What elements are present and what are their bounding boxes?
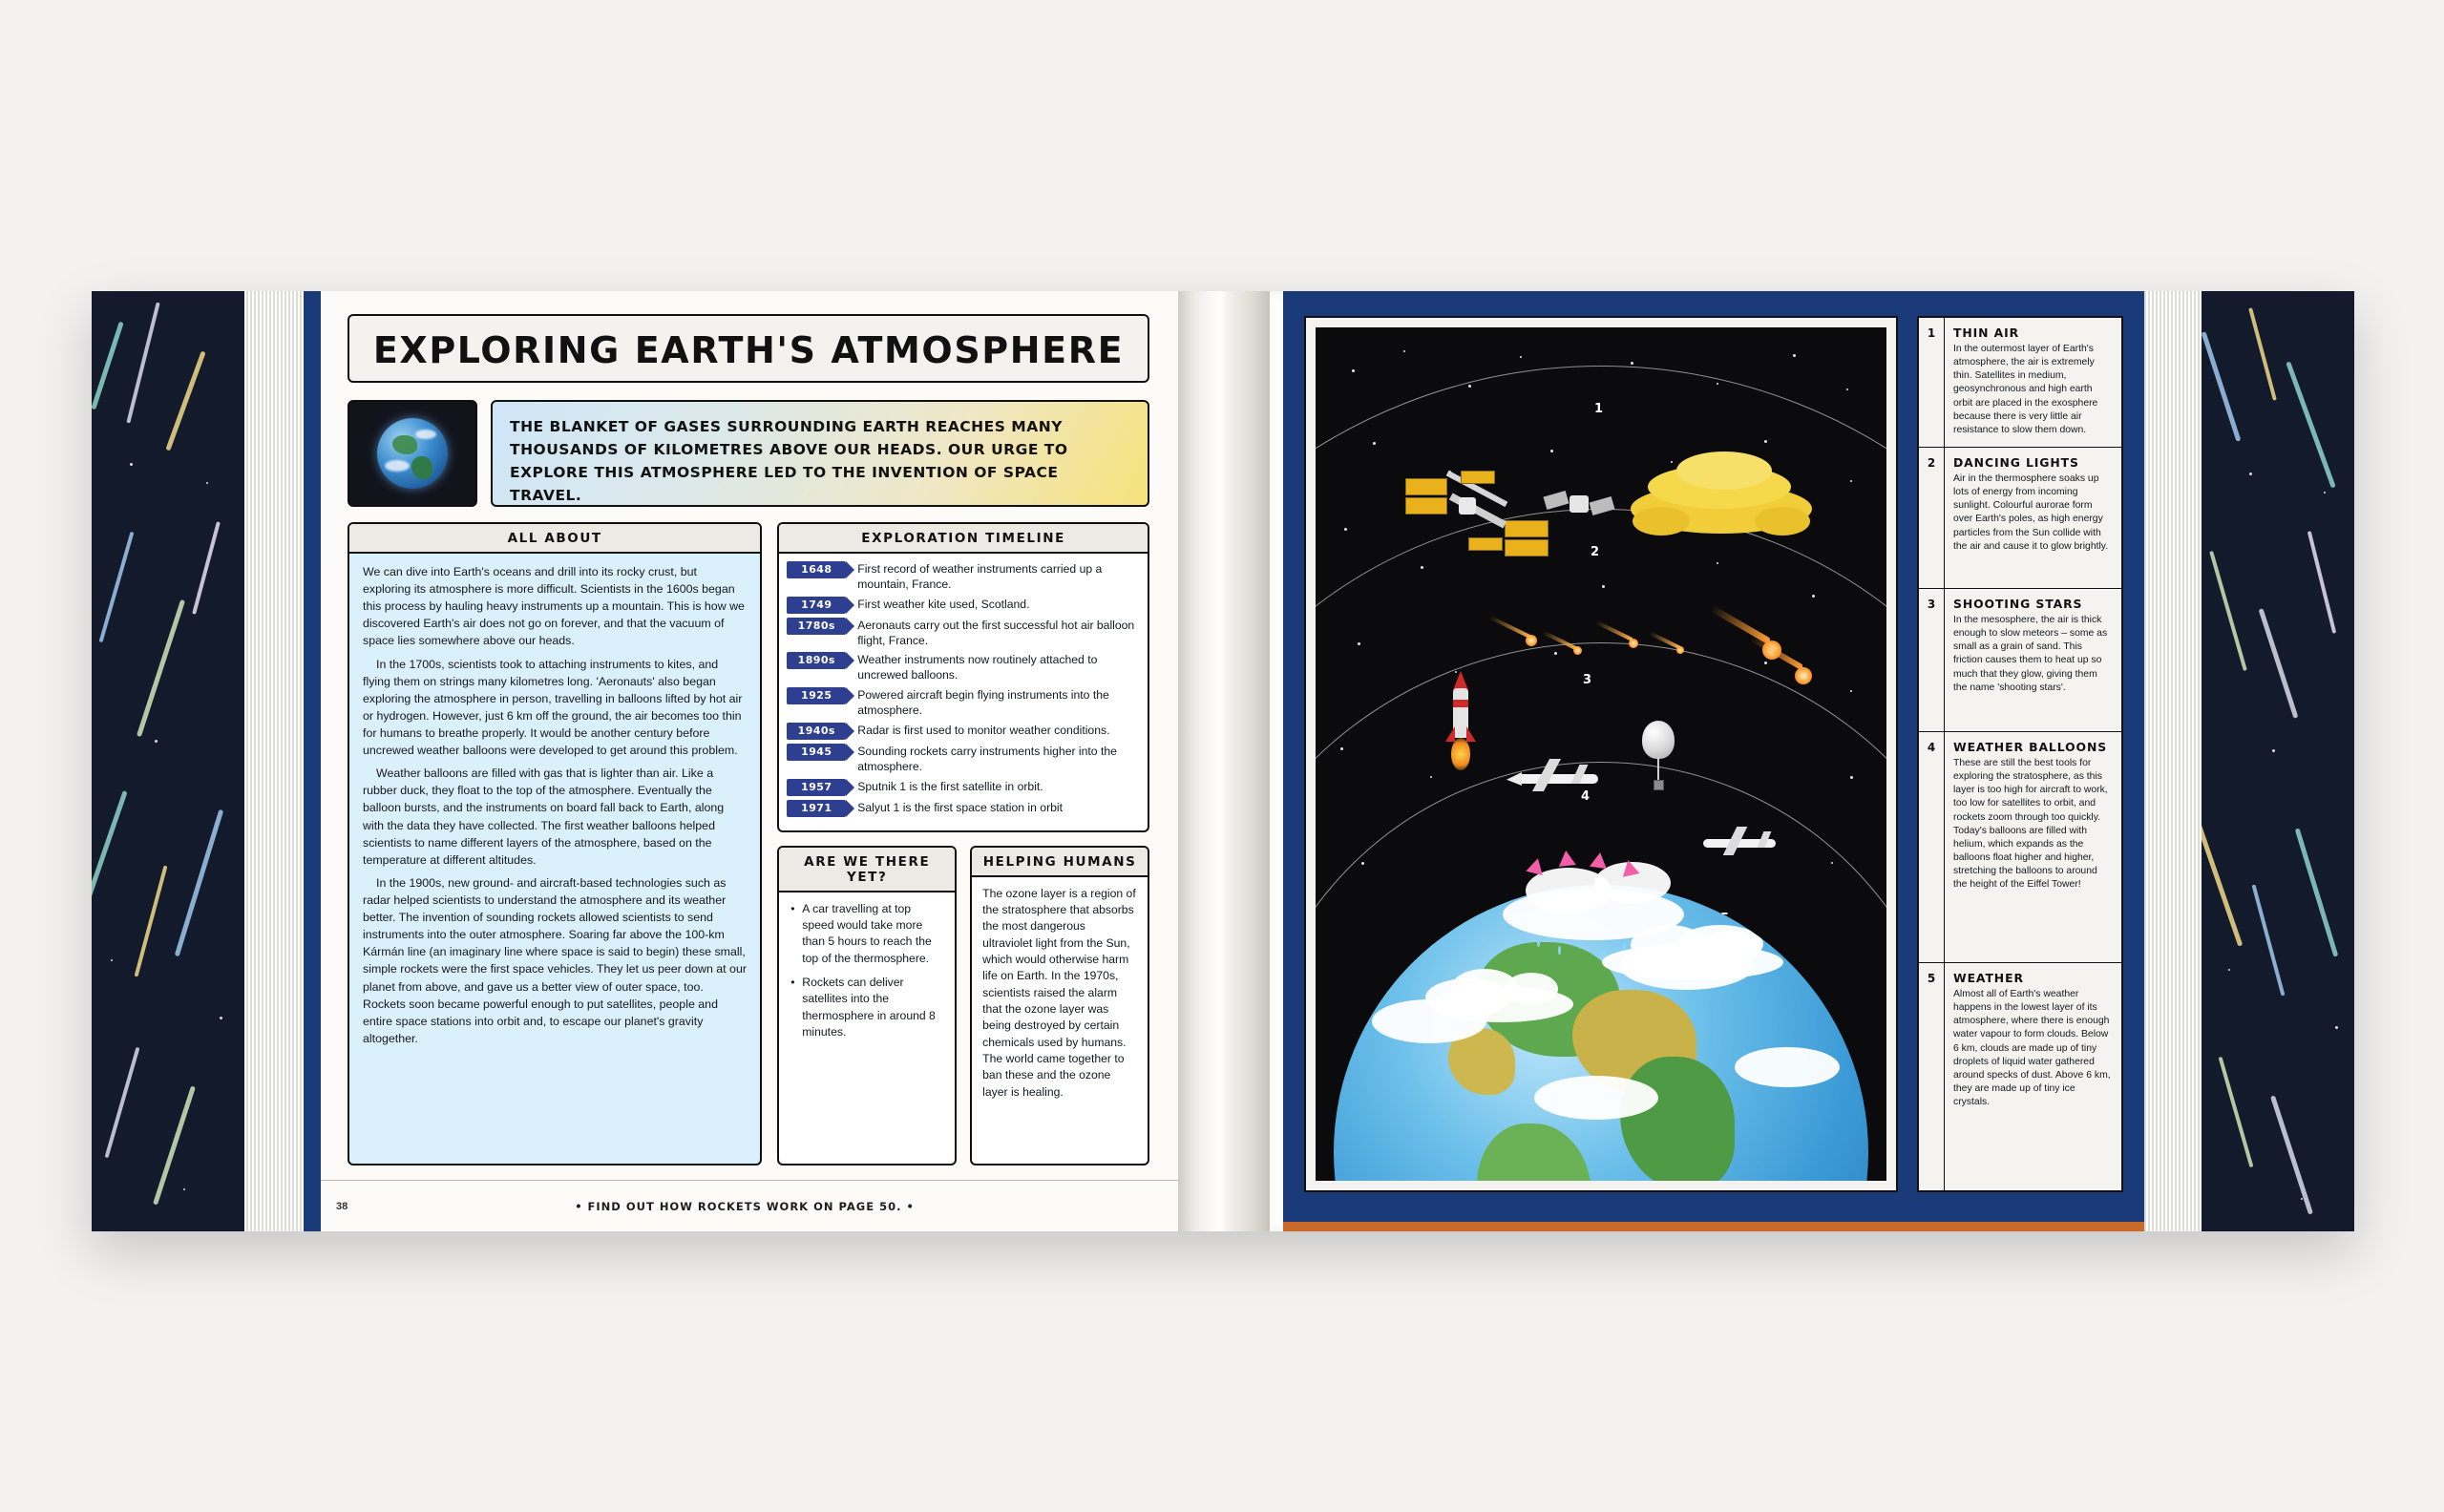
helping-humans-body [972, 877, 1148, 1109]
weather-balloon-icon [1640, 721, 1678, 793]
timeline-heading: EXPLORATION TIMELINE [779, 524, 1148, 554]
timeline-text: Salyut 1 is the first space station in orbit [857, 800, 1064, 814]
are-we-there-yet-panel [777, 846, 957, 1166]
layer-number-2: 2 [1591, 545, 1600, 559]
timeline-year: 1971 [787, 800, 846, 817]
key-row [1919, 732, 2121, 963]
all-about-heading: ALL ABOUT [349, 524, 760, 554]
helping-humans-panel [970, 846, 1149, 1166]
key-row [1919, 448, 2121, 589]
open-book [92, 291, 2354, 1231]
helping-humans-heading: HELPING HUMANS [972, 848, 1148, 877]
layer-number-1: 1 [1594, 402, 1604, 416]
layer-number-3: 3 [1583, 673, 1592, 687]
key-row [1919, 318, 2121, 448]
intro-banner [491, 400, 1149, 507]
all-about-panel [348, 522, 762, 1166]
key-row [1919, 589, 2121, 732]
timeline-year: 1648 [787, 561, 846, 578]
intro-row [348, 400, 1149, 507]
key-number: 4 [1919, 732, 1945, 962]
list-item: • Rockets can deliver satellites into the thermosphere in around 8 minutes. [802, 975, 944, 1040]
timeline-year: 1940s [787, 723, 846, 740]
right-page-edges [2142, 291, 2202, 1231]
page-number: 38 [336, 1200, 348, 1212]
airplane-icon [1697, 824, 1789, 862]
atmosphere-key-list [1917, 316, 2123, 1192]
timeline-panel [777, 522, 1149, 832]
are-we-there-yet-heading: ARE WE THERE YET? [779, 848, 955, 892]
bottom-panels [777, 846, 1149, 1166]
intro-text: THE BLANKET OF GASES SURROUNDING EARTH REACHES MANY THOUSANDS OF KILOMETRES ABOVE OUR HEADS. OUR URGE TO EXPLORE THIS ATMOSPHERE LED TO THE INVENTION OF SPACE TRAVEL. [510, 418, 1068, 505]
key-row [1919, 963, 2121, 1190]
content-panels [348, 522, 1149, 1166]
timeline-rows [779, 554, 1148, 830]
all-about-paragraph: Weather balloons are filled with gas that is lighter than air. Like a rubber duck, they float to the top of the atmosphere. Eventually the balloon bursts, and the instruments on board fall back to Earth, along with the data they have collected. The first weather balloons helped scientists to name different layers of the atmosphere, based on the temperature at different altitudes. [363, 766, 725, 867]
timeline-row [787, 779, 1138, 796]
timeline-row [787, 652, 1138, 683]
right-page [1224, 291, 2354, 1231]
timeline-text: Sputnik 1 is the first satellite in orbit. [857, 779, 1043, 793]
key-number: 1 [1919, 318, 1945, 447]
left-page [92, 291, 1224, 1231]
key-title: THIN AIR [1953, 326, 2020, 340]
left-page-blue-border [304, 291, 321, 1231]
timeline-year: 1749 [787, 597, 846, 614]
earth-icon [377, 418, 448, 489]
right-endpaper-starfield [2202, 291, 2354, 1231]
timeline-row [787, 744, 1138, 775]
key-title: WEATHER [1953, 971, 2024, 985]
timeline-row [787, 800, 1138, 817]
timeline-row [787, 723, 1138, 740]
timeline-row [787, 618, 1138, 649]
key-text: These are still the best tools for exploring the stratosphere, as this layer is too high for aircraft to work, too low for satellites to orbit, and rockets zoom through too quickly. Today's balloons are filled with helium, which expands as the balloons float higher and higher, stretching the balloons to around the height of the Eiffel Tower! [1953, 758, 2108, 891]
are-we-there-yet-body [779, 892, 955, 1058]
page-title-band [348, 314, 1149, 383]
cloud-graphic [1602, 925, 1783, 980]
timeline-text: First record of weather instruments carried up a mountain, France. [857, 562, 1103, 591]
all-about-column [348, 522, 762, 1166]
all-about-paragraph: In the 1900s, new ground- and aircraft-based technologies such as radar helped scientists to understand the atmosphere and its weather better. The invention of sounding rockets allowed scientists to send instruments into the outer atmosphere. Soaring far above the 100-km Kármán line (an imaginary line where space is said to begin) these small, simple rockets were the first space vehicles. They let us peer down at our planet from above, and gave us a better view of outer space, too. Rockets soon became powerful enough to put satellites, people and entire space stations into orbit and, to escape our planet's gravity altogether. [363, 875, 747, 1045]
key-text: In the mesosphere, the air is thick enough to slow meteors – some as small as a grain of sand. This friction causes them to heat up so much that they glow, giving them the name 'shooting stars'. [1953, 615, 2108, 693]
space-station-icon [1405, 472, 1549, 560]
aurora-graphic [1631, 452, 1812, 537]
timeline-text: Aeronauts carry out the first successful hot air balloon flight, France. [857, 618, 1135, 647]
key-number: 3 [1919, 589, 1945, 731]
key-text: In the outermost layer of Earth's atmosphere, the air is extremely thin. Satellites in medium, geosynchronous and high earth orbit are placed in the exosphere because there is very little air resistance to slow them down. [1953, 344, 2098, 435]
all-about-paragraph: In the 1700s, scientists took to attaching instruments to kites, and flying them on strings many kilometres long. 'Aeronauts' also began exploring the atmosphere in person, travelling in balloons lifted by hot air or hydrogen. However, just 6 km off the ground, the air becomes too thin for humans to breathe properly. It would be another century before uncrewed weather balloons were developed to get around this problem. [363, 657, 743, 758]
book-spine-gutter [1178, 291, 1270, 1231]
helping-humans-text: The ozone layer is a region of the stratosphere that absorbs the most dangerous ultraviolet light from the Sun, which would otherwise harm life on Earth. In the 1970s, scientists raised the alarm that the ozone layer was being destroyed by certain chemicals used by humans. The world came together to ban these and the ozone layer is healing. [982, 886, 1136, 1099]
timeline-text: Radar is first used to monitor weather conditions. [857, 723, 1110, 737]
timeline-row [787, 561, 1138, 593]
key-number: 2 [1919, 448, 1945, 588]
key-number: 5 [1919, 963, 1945, 1190]
timeline-text: Powered aircraft begin flying instruments into the atmosphere. [857, 688, 1109, 718]
earth-photo-badge [348, 400, 477, 507]
timeline-text: Sounding rockets carry instruments higher into the atmosphere. [857, 744, 1117, 773]
cloud-graphic [1430, 969, 1573, 1022]
right-column [777, 522, 1149, 1166]
page-edge-accent [1283, 1222, 2144, 1231]
page-footer [321, 1180, 1178, 1231]
key-title: SHOOTING STARS [1953, 597, 2083, 611]
timeline-year: 1925 [787, 687, 846, 704]
key-text: Air in the thermosphere soaks up lots of energy from incoming sunlight. Colourful aurorae form over Earth's poles, as high energy particles from the Sun collide with the air and cause it to glow brightly. [1953, 473, 2109, 552]
atmosphere-diagram [1304, 316, 1898, 1192]
timeline-year: 1957 [787, 779, 846, 796]
footer-cross-reference: • FIND OUT HOW ROCKETS WORK ON PAGE 50. • [575, 1199, 915, 1213]
timeline-row [787, 687, 1138, 719]
layer-number-4: 4 [1581, 789, 1591, 804]
left-page-content [304, 291, 1178, 1231]
right-page-content [1283, 291, 2144, 1231]
page-title: EXPLORING EARTH'S ATMOSPHERE [372, 329, 1125, 371]
left-endpaper-starfield [92, 291, 244, 1231]
key-text: Almost all of Earth's weather happens in the lowest layer of its atmosphere, where there is enough water vapour to form clouds. Below 6 km, clouds are made up of tiny droplets of liquid water gathered around specks of dust. Above 6 km, they are made up of tiny ice crystals. [1953, 989, 2111, 1108]
rocket-icon [1442, 671, 1480, 770]
timeline-year: 1780s [787, 618, 846, 635]
all-about-paragraph: We can dive into Earth's oceans and drill into its rocky crust, but exploring its atmosphere is more difficult. Scientists in the 1600s began this process by hauling heavy instruments up a mountain. This is how we discovered Earth's air does not go on forever, and that the vacuum of space lies somewhere above our heads. [363, 565, 745, 648]
key-title: DANCING LIGHTS [1953, 455, 2079, 470]
timeline-year: 1890s [787, 652, 846, 669]
list-item: • A car travelling at top speed would take more than 5 hours to reach the top of the thermosphere. [802, 901, 944, 967]
key-title: WEATHER BALLOONS [1953, 740, 2108, 754]
timeline-text: First weather kite used, Scotland. [857, 597, 1030, 611]
timeline-row [787, 597, 1138, 614]
all-about-body [349, 554, 760, 1062]
diagram-sky [1316, 327, 1886, 1181]
research-aircraft-icon [1506, 757, 1612, 803]
timeline-text: Weather instruments now routinely attached to uncrewed balloons. [857, 653, 1098, 682]
left-page-edges [244, 291, 304, 1231]
timeline-year: 1945 [787, 744, 846, 761]
satellite-icon [1545, 484, 1613, 524]
